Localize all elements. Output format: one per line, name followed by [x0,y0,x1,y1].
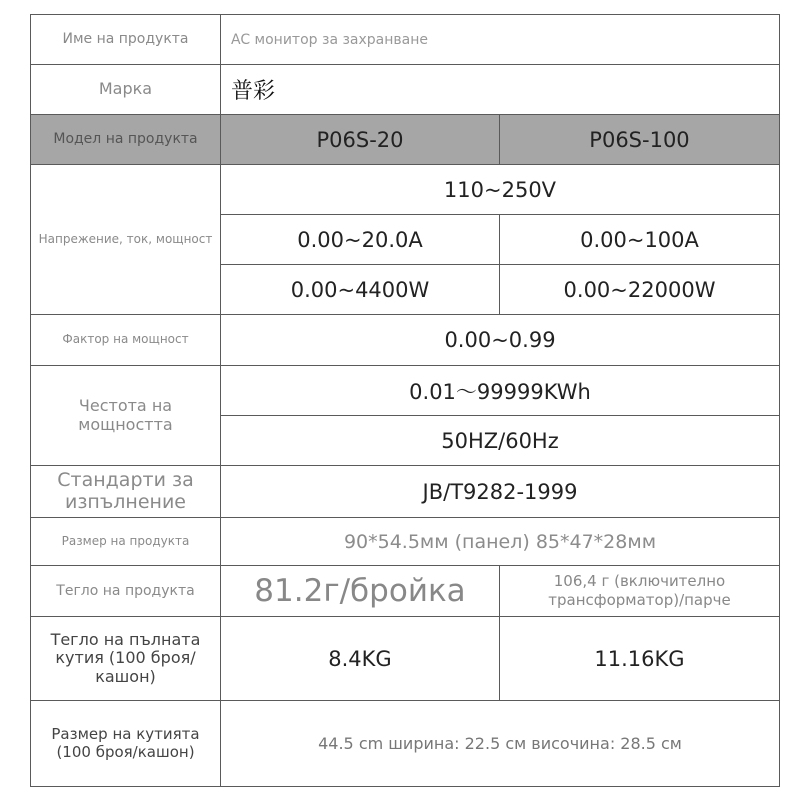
row-box-weight [31,617,780,701]
product-weight-col2: 106,4 г (включително трансформатор)/парче [500,566,780,617]
row-energy [31,366,780,416]
row-product-size [31,518,780,566]
voltage-value: 110~250V [221,165,780,215]
product-name-value: AC монитор за захранване [221,15,780,65]
row-product-name [31,15,780,65]
row-model [31,115,780,165]
product-size-label: Размер на продукта [31,518,221,566]
power-factor-label: Фактор на мощност [31,315,221,366]
box-size-value: 44.5 cm ширина: 22.5 см височина: 28.5 см [221,701,780,787]
brand-value: 普彩 [221,65,780,115]
product-name-label: Име на продукта [31,15,221,65]
energy-value: 0.01～99999KWh [221,366,780,416]
row-voltage [31,165,780,215]
product-size-value: 90*54.5мм (панел) 85*47*28мм [221,518,780,566]
current-col1: 0.00~20.0A [221,215,500,265]
model-label: Модел на продукта [31,115,221,165]
frequency-value: 50HZ/60Hz [221,416,780,466]
brand-label: Марка [31,65,221,115]
power-frequency-label: Честота на мощността [31,366,221,466]
current-col2: 0.00~100A [500,215,780,265]
power-factor-value: 0.00~0.99 [221,315,780,366]
standards-label: Стандарти за изпълнение [31,466,221,518]
model-col2: P06S-100 [500,115,780,165]
box-weight-col2: 11.16KG [500,617,780,701]
row-power-factor [31,315,780,366]
box-size-label: Размер на кутията (100 броя/кашон) [31,701,221,787]
row-brand [31,65,780,115]
power-col1: 0.00~4400W [221,265,500,315]
row-product-weight [31,566,780,617]
voltage-current-power-label: Напрежение, ток, мощност [31,165,221,315]
product-weight-col1: 81.2г/бройка [221,566,500,617]
power-col2: 0.00~22000W [500,265,780,315]
model-col1: P06S-20 [221,115,500,165]
row-standards [31,466,780,518]
row-box-size [31,701,780,787]
box-weight-label: Тегло на пълната кутия (100 броя/кашон) [31,617,221,701]
spec-table [30,14,780,787]
standards-value: JB/T9282-1999 [221,466,780,518]
product-weight-label: Тегло на продукта [31,566,221,617]
box-weight-col1: 8.4KG [221,617,500,701]
